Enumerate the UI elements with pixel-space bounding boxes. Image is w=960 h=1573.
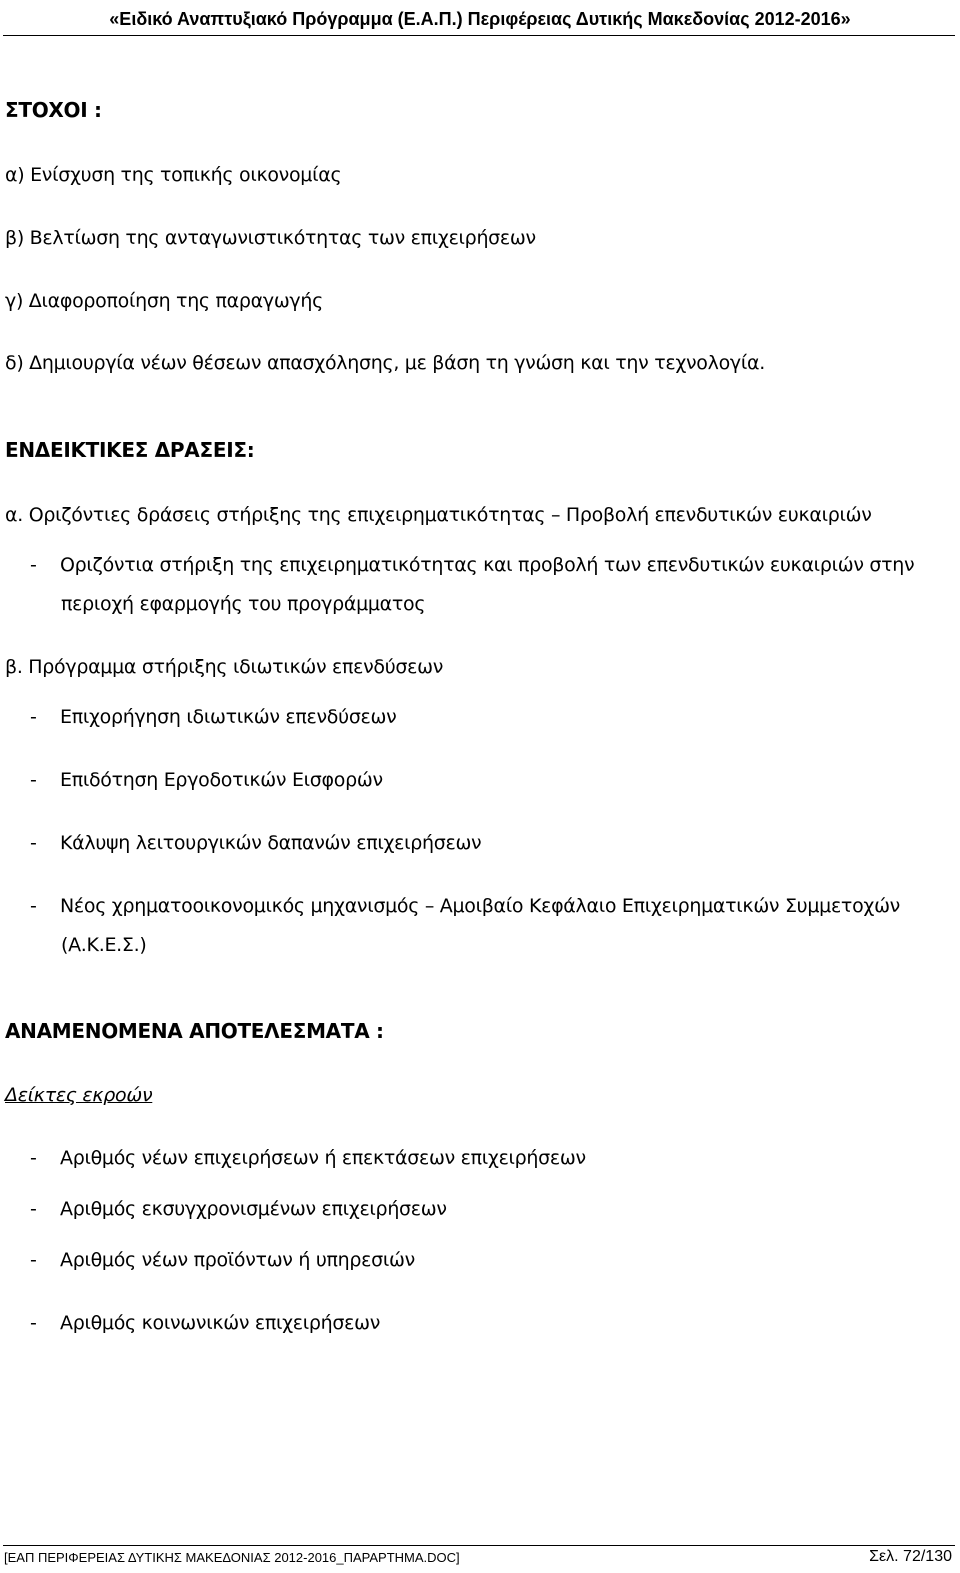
footer-divider: [3, 1545, 955, 1546]
goal-item-b: β) Βελτίωση της ανταγωνιστικότητας των επιχειρήσεων: [5, 227, 536, 249]
page-header-title: «Ειδικό Αναπτυξιακό Πρόγραμμα (Ε.Α.Π.) Περιφέρειας Δυτικής Μακεδονίας 2012-2016»: [109, 9, 851, 29]
actions-heading: ΕΝΔΕΙΚΤΙΚΕΣ ΔΡΑΣΕΙΣ:: [5, 438, 255, 462]
goal-item-d: δ) Δημιουργία νέων θέσεων απασχόλησης, με βάση τη γνώση και την τεχνολογία.: [5, 352, 765, 374]
bullet-text: Επιδότηση Εργοδοτικών Εισφορών: [60, 769, 383, 791]
header-divider: [3, 35, 955, 36]
actions-group-b-bullet: [30, 705, 396, 729]
actions-group-a-bullet-continuation: περιοχή εφαρμογής του προγράμματος: [61, 593, 426, 615]
bullet-dash: -: [30, 1312, 37, 1334]
results-subheading: Δείκτες εκροών: [5, 1084, 153, 1106]
results-heading: ΑΝΑΜΕΝΟΜΕΝΑ ΑΠΟΤΕΛΕΣΜΑΤΑ :: [5, 1019, 384, 1043]
actions-group-b-bullet: [30, 768, 383, 792]
bullet-text: Αριθμός νέων προϊόντων ή υπηρεσιών: [60, 1249, 415, 1271]
results-bullet: [30, 1146, 586, 1170]
actions-group-b-title: β. Πρόγραμμα στήριξης ιδιωτικών επενδύσεων: [5, 656, 444, 678]
actions-group-b-bullet: [30, 894, 900, 918]
bullet-dash: -: [30, 1249, 37, 1271]
bullet-dash: -: [30, 1147, 37, 1169]
bullet-dash: -: [30, 895, 37, 917]
footer-page-number: Σελ. 72/130: [869, 1548, 952, 1565]
bullet-text: Οριζόντια στήριξη της επιχειρηματικότητας και προβολή των επενδυτικών ευκαιριών στην: [60, 554, 915, 576]
bullet-text: Επιχορήγηση ιδιωτικών επενδύσεων: [60, 706, 397, 728]
actions-group-b-bullet: [30, 831, 481, 855]
actions-group-a-bullet: [30, 553, 914, 577]
bullet-text: Αριθμός εκσυγχρονισμένων επιχειρήσεων: [60, 1198, 447, 1220]
bullet-text: Αριθμός νέων επιχειρήσεων ή επεκτάσεων επιχειρήσεων: [60, 1147, 586, 1169]
results-bullet: [30, 1248, 415, 1272]
bullet-text: Κάλυψη λειτουργικών δαπανών επιχειρήσεων: [60, 832, 482, 854]
goal-item-a: α) Ενίσχυση της τοπικής οικονομίας: [5, 164, 342, 186]
results-bullet: [30, 1197, 447, 1221]
bullet-dash: -: [30, 706, 37, 728]
results-bullet: [30, 1311, 380, 1335]
actions-group-a-title: α. Οριζόντιες δράσεις στήριξης της επιχειρηματικότητας – Προβολή επενδυτικών ευκαιριών: [5, 504, 872, 526]
bullet-dash: -: [30, 769, 37, 791]
bullet-dash: -: [30, 554, 37, 576]
bullet-text: Αριθμός κοινωνικών επιχειρήσεων: [60, 1312, 381, 1334]
bullet-dash: -: [30, 1198, 37, 1220]
goals-heading: ΣΤΟΧΟΙ :: [5, 98, 102, 122]
bullet-text: Νέος χρηματοοικονομικός μηχανισμός – Αμοιβαίο Κεφάλαιο Επιχειρηματικών Συμμετοχών: [60, 895, 900, 917]
actions-group-b-bullet-continuation: (Α.Κ.Ε.Σ.): [61, 934, 147, 956]
bullet-dash: -: [30, 832, 37, 854]
footer-document-name: [ΕΑΠ ΠΕΡΙΦΕΡΕΙΑΣ ΔΥΤΙΚΗΣ ΜΑΚΕΔΟΝΙΑΣ 2012-2016_ΠΑΡΑΡΤΗΜΑ.DOC]: [4, 1550, 460, 1565]
goal-item-c: γ) Διαφοροποίηση της παραγωγής: [5, 290, 323, 312]
